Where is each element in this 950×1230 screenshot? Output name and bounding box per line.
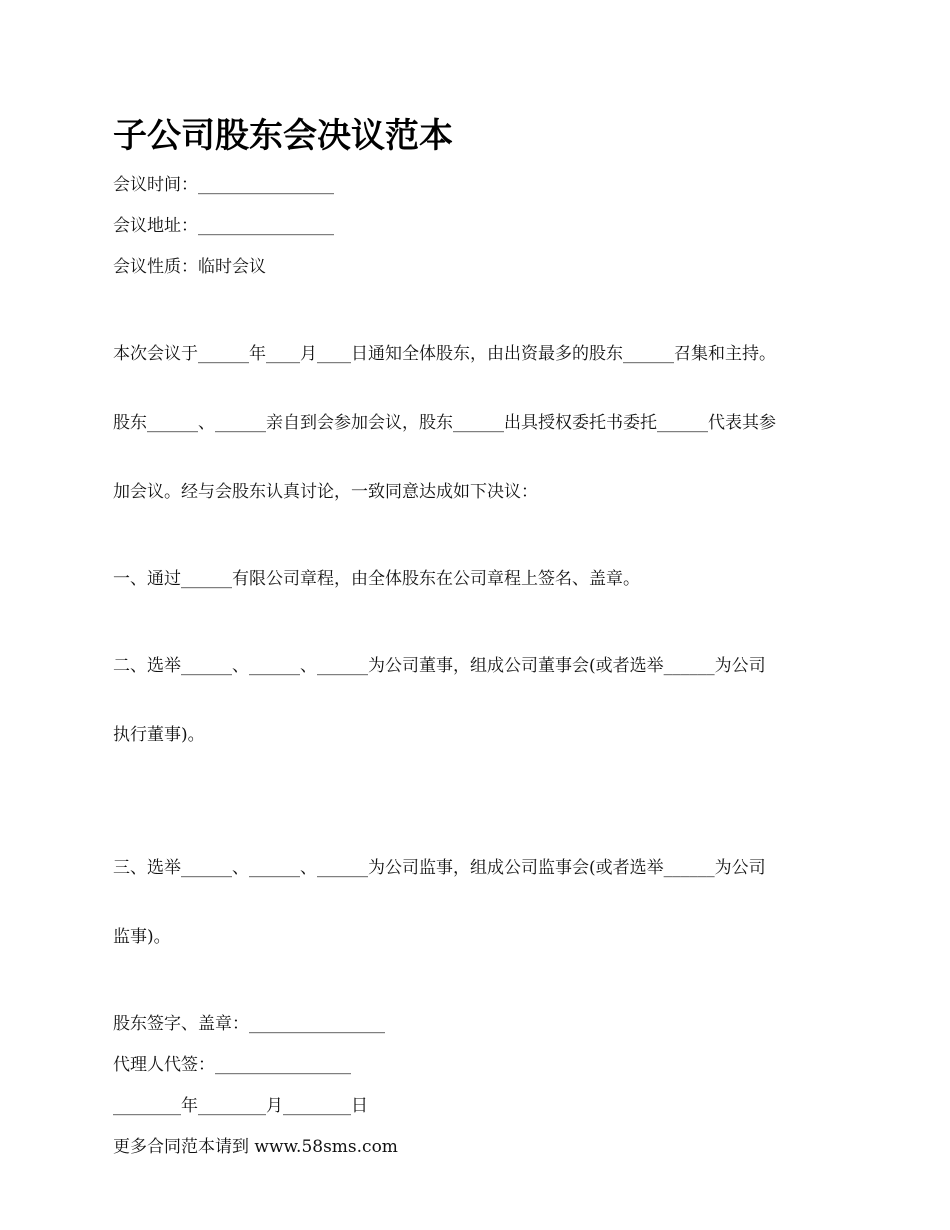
- resolution-2-line-2: 执行董事)。: [113, 725, 205, 745]
- resolution-2: [113, 609, 843, 793]
- intro-line-1: 本次会议于______年____月____日通知全体股东，由出资最多的股东______召集和主持。: [113, 344, 776, 364]
- document-page: [113, 112, 843, 1177]
- document-title: 子公司股东会决议范本: [113, 116, 453, 156]
- meeting-nature: 会议性质：临时会议: [113, 257, 266, 277]
- resolution-3-line-2: 监事)。: [113, 927, 171, 947]
- intro-paragraph: [113, 297, 843, 550]
- resolution-3: [113, 811, 843, 995]
- resolution-3-line-1: 三、选举______、______、______为公司监事，组成公司监事会(或者选举______为公司: [113, 858, 766, 878]
- resolution-1: 一、通过______有限公司章程，由全体股东在公司章程上签名、盖章。: [113, 569, 640, 589]
- meeting-time: 会议时间：________________: [113, 175, 334, 195]
- shareholder-signature: 股东签字、盖章：________________: [113, 1014, 385, 1034]
- intro-line-3: 加会议。经与会股东认真讨论，一致同意达成如下决议：: [113, 482, 538, 502]
- date-line: ________年________月________日: [113, 1096, 368, 1116]
- footer-note: 更多合同范本请到 www.58sms.com: [113, 1137, 398, 1157]
- agent-signature: 代理人代签：________________: [113, 1055, 351, 1075]
- resolution-2-line-1: 二、选举______、______、______为公司董事，组成公司董事会(或者选举______为公司: [113, 656, 766, 676]
- meeting-address: 会议地址：________________: [113, 216, 334, 236]
- intro-line-2: 股东______、______亲自到会参加会议，股东______出具授权委托书委托______代表其参: [113, 413, 776, 433]
